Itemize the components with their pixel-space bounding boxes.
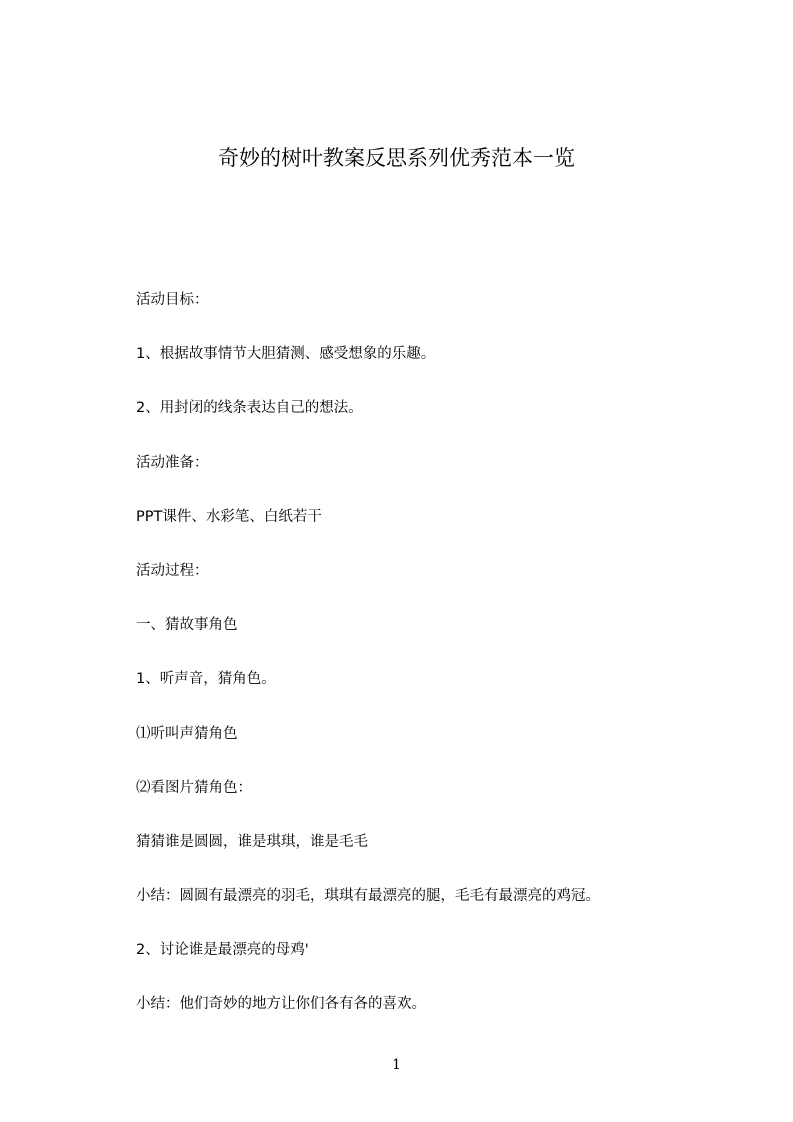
paragraph-step-2: 2、讨论谁是最漂亮的母鸡' xyxy=(136,942,309,959)
paragraph-guess-question: 猜猜谁是圆圆，谁是琪琪，谁是毛毛 xyxy=(136,833,368,850)
paragraph-preparation-materials: PPT课件、水彩笔、白纸若干 xyxy=(136,508,322,525)
paragraph-goal-1: 1、根据故事情节大胆猜测、感受想象的乐趣。 xyxy=(136,346,436,363)
paragraph-step-1: 1、听声音，猜角色。 xyxy=(136,671,276,688)
document-body xyxy=(136,290,696,1049)
paragraph-substep-2: ⑵看图片猜角色： xyxy=(136,779,252,796)
document-title: 奇妙的树叶教案反思系列优秀范本一览 xyxy=(218,146,575,170)
paragraph-summary-1: 小结：圆圆有最漂亮的羽毛，琪琪有最漂亮的腿，毛毛有最漂亮的鸡冠。 xyxy=(136,888,600,905)
paragraph-activity-goals-heading: 活动目标： xyxy=(136,292,209,308)
paragraph-goal-2: 2、用封闭的线条表达自己的想法。 xyxy=(136,400,363,417)
paragraph-activity-preparation-heading: 活动准备： xyxy=(136,454,209,471)
paragraph-section-1-heading: 一、猜故事角色 xyxy=(136,617,238,634)
paragraph-summary-2: 小结：他们奇妙的地方让你们各有各的喜欢。 xyxy=(136,996,426,1013)
paragraph-activity-process-heading: 活动过程： xyxy=(136,562,209,579)
paragraph-substep-1: ⑴听叫声猜角色 xyxy=(136,725,238,742)
page-number: 1 xyxy=(392,1057,401,1073)
